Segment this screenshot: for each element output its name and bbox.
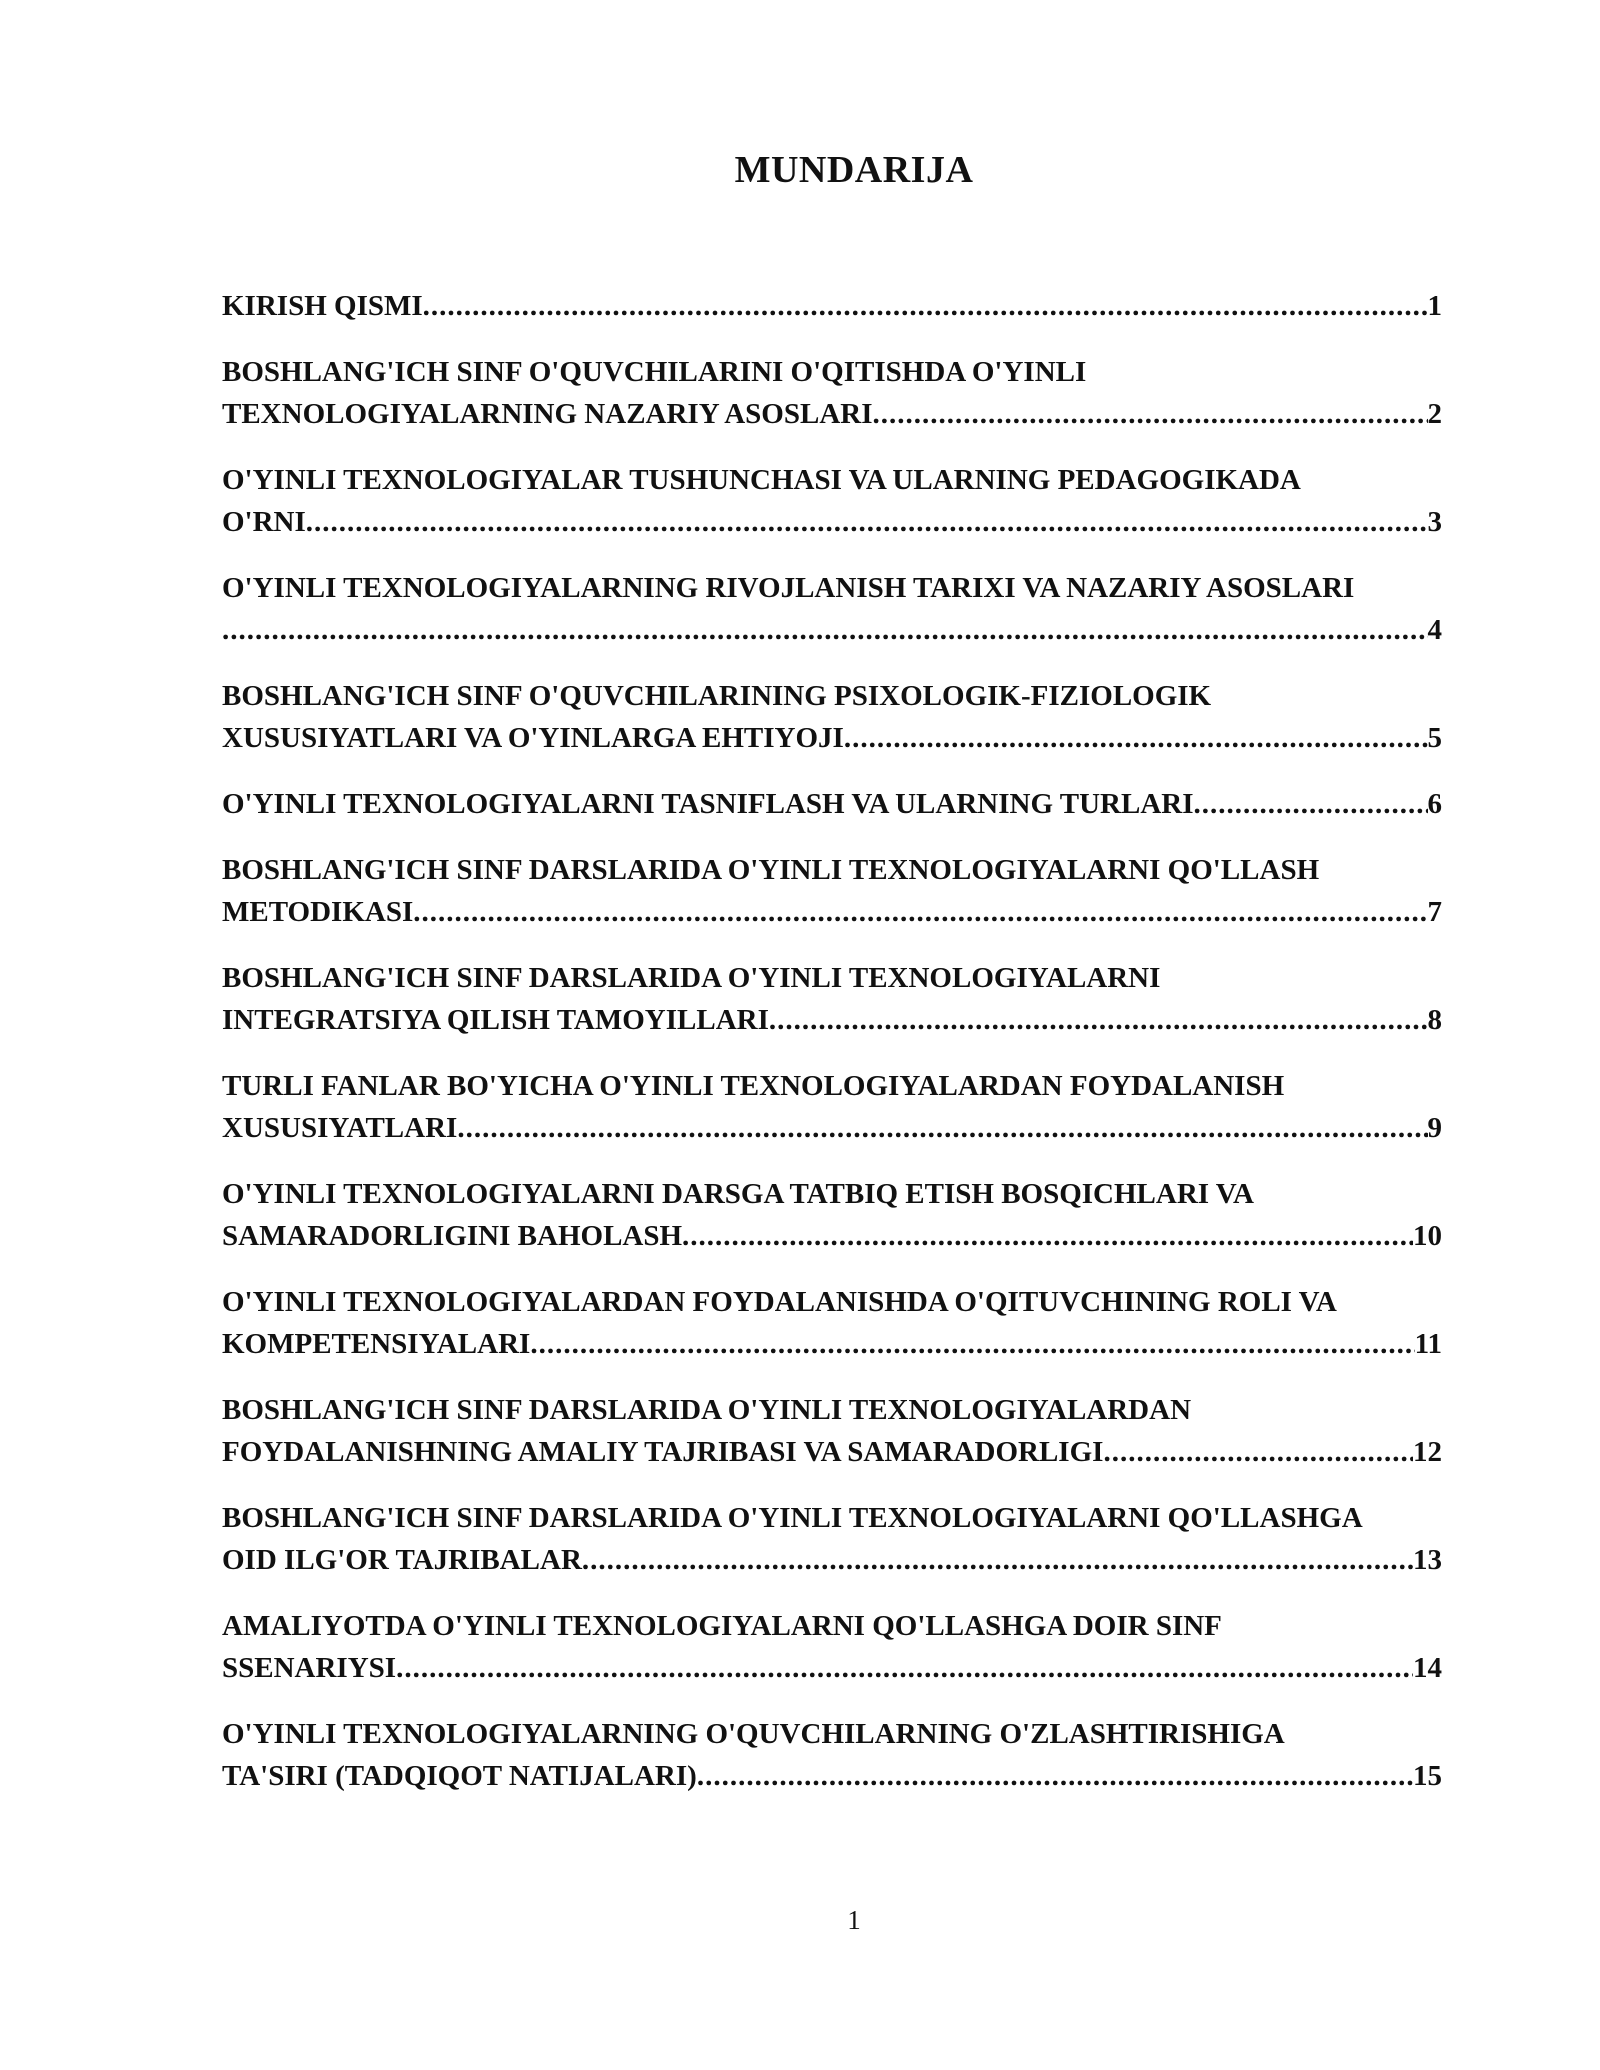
toc-entry-title: BOSHLANG'ICH SINF DARSLARIDA O'YINLI TEXNOLOGIYALARDAN [222,1394,1192,1426]
toc-entry-last-line [222,1107,1442,1149]
toc-entry-last-line [222,783,1442,825]
toc-entry-title: SSENARIYSI [222,1652,397,1684]
toc-entry-title: O'YINLI TEXNOLOGIYALARDAN FOYDALANISHDA O'QITUVCHINING ROLI VA [222,1286,1337,1318]
toc-entry[interactable] [222,1605,1442,1689]
toc-entry[interactable] [222,567,1442,651]
toc-entry-title: O'YINLI TEXNOLOGIYALARNI TASNIFLASH VA ULARNING TURLARI [222,788,1194,820]
toc-page-number: 8 [1427,1004,1442,1036]
toc-entry[interactable] [222,351,1442,435]
toc-entry-line [222,567,1442,609]
toc-entry[interactable] [222,1065,1442,1149]
toc-page-number: 7 [1427,896,1442,928]
toc-entry-title: XUSUSIYATLARI [222,1112,458,1144]
toc-entry-last-line [222,891,1442,933]
toc-page-number: 15 [1413,1760,1442,1792]
toc-page-number: 1 [1427,290,1442,322]
dot-leader [697,1755,1413,1797]
toc-entry-last-line [222,1647,1442,1689]
toc-entry[interactable] [222,1173,1442,1257]
toc-entry-title: INTEGRATSIYA QILISH TAMOYILLARI [222,1004,769,1036]
toc-page-number: 2 [1427,398,1442,430]
toc-entry-last-line [222,501,1442,543]
toc-entry[interactable] [222,459,1442,543]
toc-entry-line [222,1605,1442,1647]
toc-entry-last-line [222,285,1442,327]
dot-leader [222,609,1428,651]
toc-entry-title: KIRISH QISMI [222,290,423,322]
toc-entry[interactable] [222,957,1442,1041]
dot-leader [844,717,1428,759]
toc-entry-title: O'YINLI TEXNOLOGIYALAR TUSHUNCHASI VA ULARNING PEDAGOGIKADA [222,464,1301,496]
toc-entry-line [222,957,1442,999]
dot-leader [873,393,1428,435]
dot-leader [413,891,1427,933]
toc-entry-last-line [222,609,1442,651]
toc-entry-title: O'YINLI TEXNOLOGIYALARNING O'QUVCHILARNING O'ZLASHTIRISHIGA [222,1718,1285,1750]
toc-entry[interactable] [222,675,1442,759]
toc-entry-line [222,459,1442,501]
dot-leader [423,285,1428,327]
toc-entry[interactable] [222,783,1442,825]
toc-entry[interactable] [222,1713,1442,1797]
toc-entry-title: FOYDALANISHNING AMALIY TAJRIBASI VA SAMARADORLIGI [222,1436,1104,1468]
toc-entry-line [222,1065,1442,1107]
toc-entry-line [222,1497,1442,1539]
toc-entry-title: OID ILG'OR TAJRIBALAR [222,1544,582,1576]
toc-entry[interactable] [222,1281,1442,1365]
toc-entry-title: BOSHLANG'ICH SINF O'QUVCHILARINING PSIXOLOGIK-FIZIOLOGIK [222,680,1212,712]
toc-entry-last-line [222,393,1442,435]
toc-entry-line [222,1281,1442,1323]
toc-entry-title: O'YINLI TEXNOLOGIYALARNI DARSGA TATBIQ ETISH BOSQICHLARI VA [222,1178,1254,1210]
toc-page-number: 11 [1414,1328,1442,1360]
toc-entry-title: KOMPETENSIYALARI [222,1328,531,1360]
dot-leader [457,1107,1427,1149]
dot-leader [582,1539,1413,1581]
toc-entry-last-line [222,1755,1442,1797]
toc-entry-last-line [222,999,1442,1041]
toc-entry-line [222,675,1442,717]
toc-page-number: 6 [1427,788,1442,820]
toc-page-number: 13 [1413,1544,1442,1576]
toc-page-number: 9 [1427,1112,1442,1144]
toc-entry-line [222,1713,1442,1755]
toc-entry-title: BOSHLANG'ICH SINF DARSLARIDA O'YINLI TEXNOLOGIYALARNI QO'LLASHGA [222,1502,1363,1534]
toc-entry-last-line [222,1323,1442,1365]
toc-page-number: 3 [1427,506,1442,538]
toc-entry-title: TA'SIRI (TADQIQOT NATIJALARI) [222,1760,697,1792]
toc-entry-title: METODIKASI [222,896,414,928]
toc-entry[interactable] [222,1497,1442,1581]
toc-entry-line [222,1389,1442,1431]
toc-entry-line [222,849,1442,891]
toc-entry-title: BOSHLANG'ICH SINF DARSLARIDA O'YINLI TEXNOLOGIYALARNI [222,962,1161,994]
dot-leader [530,1323,1414,1365]
toc-page-number: 4 [1427,614,1442,646]
toc-entry-title: AMALIYOTDA O'YINLI TEXNOLOGIYALARNI QO'LLASHGA DOIR SINF [222,1610,1222,1642]
toc-page-number: 12 [1413,1436,1442,1468]
dot-leader [769,999,1428,1041]
dot-leader [396,1647,1413,1689]
dot-leader [306,501,1428,543]
toc-entry-last-line [222,717,1442,759]
toc-page-number: 10 [1413,1220,1442,1252]
toc-entry-title: O'RNI [222,506,306,538]
dot-leader [682,1215,1413,1257]
toc-entry-title: TEXNOLOGIYALARNING NAZARIY ASOSLARI [222,398,873,430]
toc-entry-title: SAMARADORLIGINI BAHOLASH [222,1220,683,1252]
toc-entry-line [222,1173,1442,1215]
table-of-contents [222,285,1442,1821]
page-title: MUNDARIJA [734,149,974,191]
toc-entry-title: BOSHLANG'ICH SINF O'QUVCHILARINI O'QITISHDA O'YINLI [222,356,1087,388]
toc-page-number: 5 [1427,722,1442,754]
dot-leader [1103,1431,1413,1473]
toc-entry-last-line [222,1431,1442,1473]
toc-entry[interactable] [222,285,1442,327]
toc-entry[interactable] [222,849,1442,933]
toc-entry-last-line [222,1539,1442,1581]
page-number: 1 [847,1905,861,1935]
toc-entry-title: TURLI FANLAR BO'YICHA O'YINLI TEXNOLOGIYALARDAN FOYDALANISH [222,1070,1285,1102]
toc-entry-last-line [222,1215,1442,1257]
toc-entry-title: XUSUSIYATLARI VA O'YINLARGA EHTIYOJI [222,722,844,754]
toc-entry-line [222,351,1442,393]
toc-page-number: 14 [1413,1652,1442,1684]
toc-entry[interactable] [222,1389,1442,1473]
toc-entry-title: BOSHLANG'ICH SINF DARSLARIDA O'YINLI TEXNOLOGIYALARNI QO'LLASH [222,854,1320,886]
toc-entry-title: O'YINLI TEXNOLOGIYALARNING RIVOJLANISH TARIXI VA NAZARIY ASOSLARI [222,572,1355,604]
dot-leader [1194,783,1428,825]
